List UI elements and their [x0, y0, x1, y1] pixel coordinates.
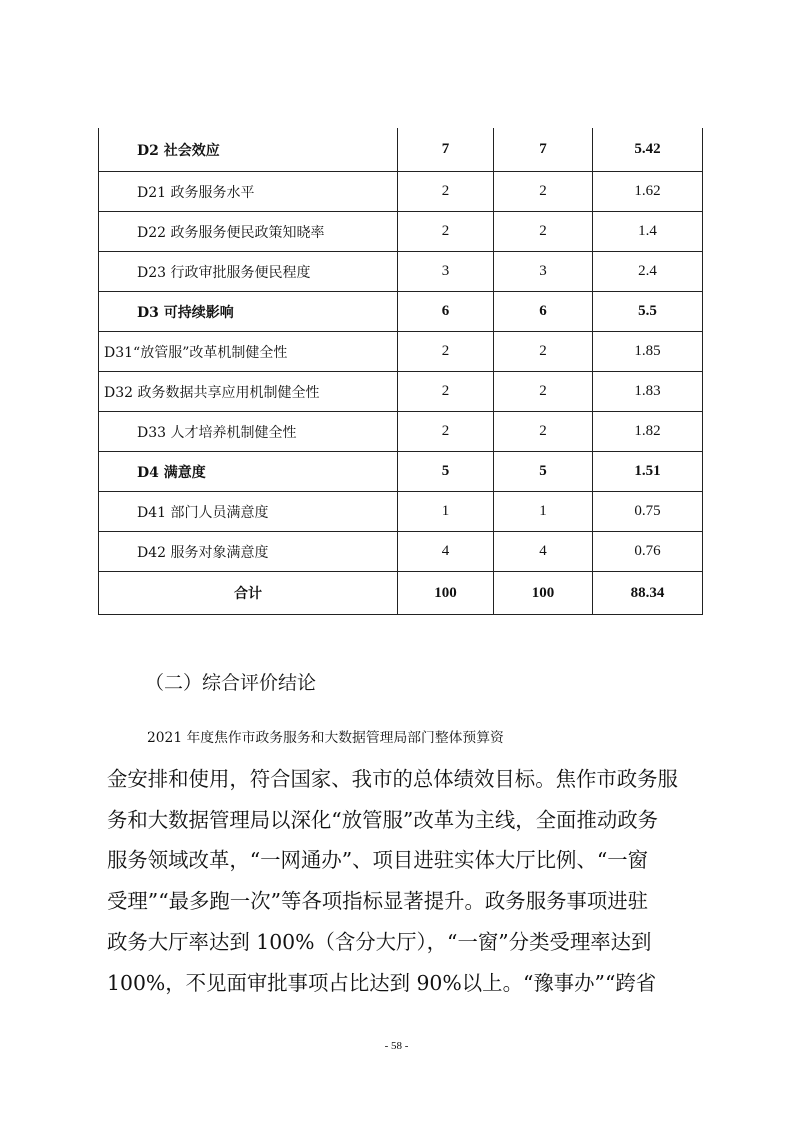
target-score-cell: 2: [494, 172, 593, 212]
table-row: [99, 372, 703, 412]
table-row: [99, 212, 703, 252]
weight-cell: 5: [398, 452, 494, 492]
weight-cell: 6: [398, 292, 494, 332]
paragraph-line: 受理”“最多跑一次”等各项指标显著提升。政务服务事项进驻: [107, 889, 649, 914]
indicator-cell: [99, 212, 398, 252]
paragraph-line: 2021 年度焦作市政务服务和大数据管理局部门整体预算资: [147, 730, 504, 746]
indicator-name: D22 政务服务便民政策知晓率: [137, 224, 325, 241]
weight-cell: 2: [398, 172, 494, 212]
paragraph-line: 政务大厅率达到 100%（含分大厅），“一窗”分类受理率达到: [107, 929, 652, 954]
score-table: [98, 128, 703, 615]
indicator-cell: [99, 172, 398, 212]
indicator-cell: [99, 532, 398, 572]
table-row: [99, 452, 703, 492]
conclusion-paragraph: [107, 718, 697, 1004]
page-number: - 58 -: [384, 1040, 409, 1052]
paragraph-line: 务和大数据管理局以深化“放管服”改革为主线，全面推动政务: [107, 807, 659, 832]
actual-score-cell: 2.4: [593, 252, 703, 292]
weight-cell: 4: [398, 532, 494, 572]
actual-score-cell: 1.62: [593, 172, 703, 212]
indicator-cell: [99, 252, 398, 292]
actual-score-cell: 1.51: [593, 452, 703, 492]
target-score-cell: 2: [494, 212, 593, 252]
indicator-name: D4 满意度: [137, 464, 206, 481]
target-score-cell: 2: [494, 372, 593, 412]
weight-cell: 7: [398, 128, 494, 172]
indicator-cell: [99, 292, 398, 332]
section-heading: （二）综合评价结论: [145, 672, 317, 694]
paragraph-line: 服务领域改革，“一网通办”、项目进驻实体大厅比例、“一窗: [107, 848, 649, 873]
indicator-cell: [99, 412, 398, 452]
table-row: [99, 172, 703, 212]
paragraph-line: 金安排和使用，符合国家、我市的总体绩效目标。焦作市政务服: [107, 766, 678, 791]
indicator-name: D2 社会效应: [137, 142, 220, 159]
score-table-body: [99, 128, 703, 615]
actual-score-cell: 1.4: [593, 212, 703, 252]
table-row: [99, 492, 703, 532]
table-row: [99, 332, 703, 372]
indicator-name: D31“放管服”改革机制健全性: [104, 344, 288, 361]
total-value-cell: 100: [398, 572, 494, 615]
weight-cell: 2: [398, 212, 494, 252]
total-value-cell: 88.34: [593, 572, 703, 615]
indicator-name: D41 部门人员满意度: [137, 504, 269, 521]
target-score-cell: 2: [494, 332, 593, 372]
table-row: [99, 252, 703, 292]
indicator-name: D21 政务服务水平: [137, 184, 255, 201]
indicator-cell: [99, 332, 398, 372]
total-value-cell: 100: [494, 572, 593, 615]
weight-cell: 2: [398, 412, 494, 452]
paragraph-line: 100%，不见面审批事项占比达到 90%以上。“豫事办”“跨省: [107, 970, 657, 995]
indicator-cell: [99, 492, 398, 532]
table-row: [99, 292, 703, 332]
actual-score-cell: 5.42: [593, 128, 703, 172]
indicator-name: D23 行政审批服务便民程度: [137, 264, 311, 281]
target-score-cell: 5: [494, 452, 593, 492]
weight-cell: 2: [398, 372, 494, 412]
indicator-cell: [99, 452, 398, 492]
actual-score-cell: 0.75: [593, 492, 703, 532]
target-score-cell: 1: [494, 492, 593, 532]
target-score-cell: 4: [494, 532, 593, 572]
weight-cell: 3: [398, 252, 494, 292]
total-label: 合计: [99, 572, 398, 615]
indicator-name: D33 人才培养机制健全性: [137, 424, 297, 441]
actual-score-cell: 1.83: [593, 372, 703, 412]
indicator-name: D42 服务对象满意度: [137, 544, 269, 561]
target-score-cell: 3: [494, 252, 593, 292]
indicator-cell: [99, 128, 398, 172]
indicator-cell: [99, 372, 398, 412]
weight-cell: 1: [398, 492, 494, 532]
table-row: [99, 412, 703, 452]
actual-score-cell: 0.76: [593, 532, 703, 572]
table-row: [99, 532, 703, 572]
weight-cell: 2: [398, 332, 494, 372]
indicator-name: D3 可持续影响: [137, 304, 234, 321]
target-score-cell: 6: [494, 292, 593, 332]
target-score-cell: 2: [494, 412, 593, 452]
actual-score-cell: 5.5: [593, 292, 703, 332]
indicator-name: D32 政务数据共享应用机制健全性: [104, 384, 320, 401]
actual-score-cell: 1.85: [593, 332, 703, 372]
actual-score-cell: 1.82: [593, 412, 703, 452]
total-row: [99, 572, 703, 615]
target-score-cell: 7: [494, 128, 593, 172]
table-row: [99, 128, 703, 172]
